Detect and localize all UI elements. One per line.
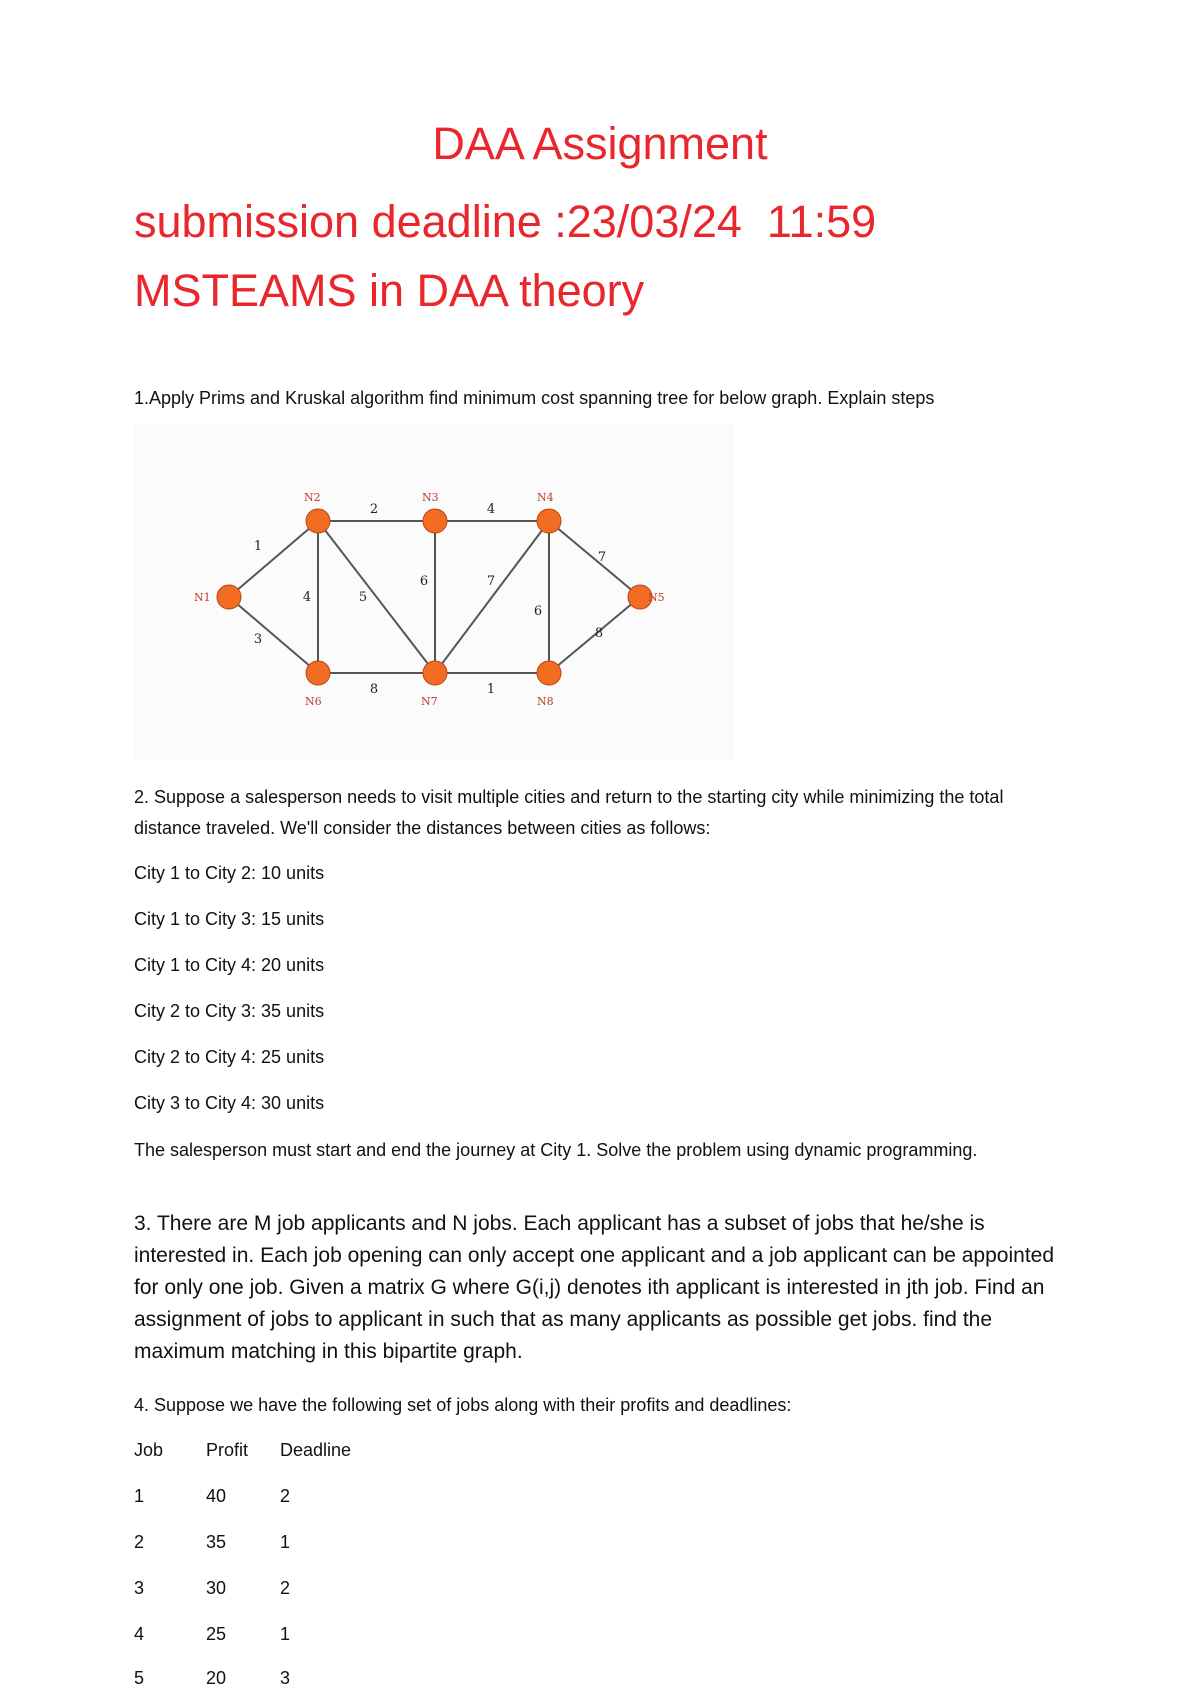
edge-weight-N2-N6: 4	[302, 590, 312, 605]
node-label-N3: N3	[422, 491, 439, 504]
distance-item: City 1 to City 3: 15 units	[134, 909, 325, 929]
node-label-N2: N2	[304, 491, 321, 504]
graph-figure	[134, 425, 734, 760]
edge-weight-N2-N3: 2	[369, 502, 379, 517]
node-label-N7: N7	[421, 695, 438, 708]
job-row	[134, 1486, 534, 1510]
graph-edge-N4-N5	[549, 521, 640, 597]
question-2-intro: 2. Suppose a salesperson needs to visit multiple cities and return to the starting city while minimizing the total distance traveled. We'll consider the distances between cities as follows:	[134, 787, 1004, 838]
graph-node-N4	[537, 509, 561, 533]
job-deadline: 3	[280, 1668, 291, 1688]
graph-svg	[134, 425, 734, 760]
graph-node-N7	[423, 661, 447, 685]
job-row	[134, 1578, 534, 1602]
graph-edge-N4-N7	[435, 521, 549, 673]
job-profit: 20	[206, 1668, 227, 1688]
node-label-N1: N1	[194, 591, 211, 604]
job-id: 4	[134, 1624, 145, 1644]
job-table-header	[134, 1440, 534, 1464]
job-profit: 35	[206, 1532, 227, 1552]
job-id: 5	[134, 1668, 145, 1688]
edge-weight-N4-N7: 7	[486, 574, 496, 589]
question-2-outro: The salesperson must start and end the journey at City 1. Solve the problem using dynamic programming.	[134, 1140, 978, 1160]
edge-weight-N2-N7: 5	[358, 590, 368, 605]
submission-platform: MSTEAMS in DAA theory	[134, 265, 645, 316]
submission-deadline: submission deadline :23/03/24 11:59	[134, 196, 877, 247]
graph-node-N1	[217, 585, 241, 609]
graph-node-N2	[306, 509, 330, 533]
job-profit: 40	[206, 1486, 227, 1506]
edge-weight-N3-N7: 6	[419, 574, 429, 589]
node-label-N6: N6	[305, 695, 322, 708]
job-deadline: 2	[280, 1486, 291, 1506]
job-deadline: 1	[280, 1624, 291, 1644]
job-id: 2	[134, 1532, 145, 1552]
graph-node-N3	[423, 509, 447, 533]
edge-weight-N4-N5: 7	[597, 550, 607, 565]
job-deadline: 2	[280, 1578, 291, 1598]
node-label-N8: N8	[537, 695, 554, 708]
edge-weight-N4-N8: 6	[533, 604, 543, 619]
edge-weight-N6-N7: 8	[369, 682, 379, 697]
node-label-N5: N5	[648, 591, 665, 604]
edge-weight-N7-N8: 1	[486, 682, 496, 697]
graph-edge-N1-N2	[229, 521, 318, 597]
node-label-N4: N4	[537, 491, 554, 504]
edge-weight-N1-N2: 1	[253, 539, 263, 554]
edge-weight-N8-N5: 8	[594, 626, 604, 641]
graph-node-N6	[306, 661, 330, 685]
distance-item: City 1 to City 2: 10 units	[134, 863, 325, 883]
header-deadline: Deadline	[280, 1440, 352, 1460]
assignment-title: DAA Assignment	[432, 118, 768, 169]
job-row	[134, 1668, 534, 1692]
header-job: Job	[134, 1440, 164, 1460]
question-1-text: 1.Apply Prims and Kruskal algorithm find minimum cost spanning tree for below graph. Explain steps	[134, 388, 935, 408]
edge-weight-N3-N4: 4	[486, 502, 496, 517]
job-deadline: 1	[280, 1532, 291, 1552]
distance-item: City 2 to City 3: 35 units	[134, 1001, 325, 1021]
job-profit: 25	[206, 1624, 227, 1644]
graph-node-N8	[537, 661, 561, 685]
edge-weight-N1-N6: 3	[253, 632, 263, 647]
distance-item: City 2 to City 4: 25 units	[134, 1047, 325, 1067]
header-profit: Profit	[206, 1440, 249, 1460]
graph-edge-N1-N6	[229, 597, 318, 673]
graph-edge-N2-N7	[318, 521, 435, 673]
question-4-intro: 4. Suppose we have the following set of jobs along with their profits and deadlines:	[134, 1395, 792, 1415]
job-row	[134, 1624, 534, 1648]
distance-item: City 3 to City 4: 30 units	[134, 1093, 325, 1113]
job-row	[134, 1532, 534, 1556]
job-profit: 30	[206, 1578, 227, 1598]
distance-item: City 1 to City 4: 20 units	[134, 955, 325, 975]
job-id: 3	[134, 1578, 145, 1598]
job-id: 1	[134, 1486, 145, 1506]
question-3-text: 3. There are M job applicants and N jobs. Each applicant has a subset of jobs that he/she is interested in. Each job opening can only accept one applicant and a job applicant can be appointed for only one job. Given a matrix G where G(i,j) denotes ith applicant is interested in jth job. Find an assignment of jobs to applicant in such that as many applicants as possible get jobs. find the maximum matching in this bipartite graph.	[134, 1212, 1055, 1363]
